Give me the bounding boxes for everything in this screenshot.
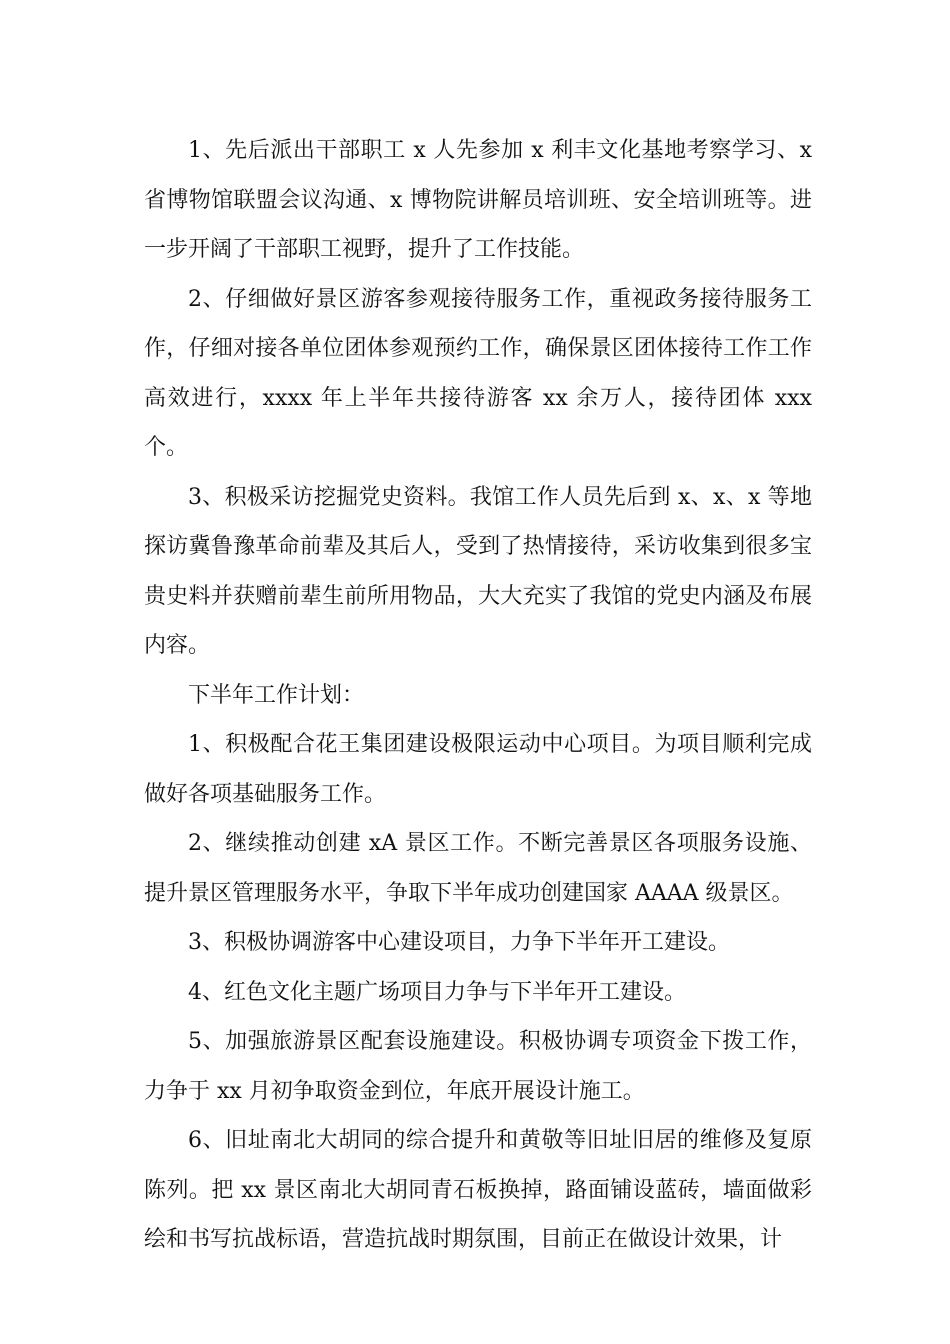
plan-item-2: 2、继续推动创建 xA 景区工作。不断完善景区各项服务设施、提升景区管理服务水平，争取下半年成功创建国家 AAAA 级景区。 xyxy=(144,831,812,906)
plan-item-5: 5、加强旅游景区配套设施建设。积极协调专项资金下拨工作，力争于 xx 月初争取资金到位，年底开展设计施工。 xyxy=(144,1029,812,1104)
section-heading-plan: 下半年工作计划： xyxy=(188,682,365,708)
paragraph-item-2: 2、仔细做好景区游客参观接待服务工作，重视政务接待服务工作，仔细对接各单位团体参观预约工作，确保景区团体接待工作工作高效进行，xxxx 年上半年共接待游客 xx 余万人，接待团体 xxx 个。 xyxy=(144,286,812,460)
paragraph-item-3: 3、积极采访挖掘党史资料。我馆工作人员先后到 x、x、x 等地探访冀鲁豫革命前辈及其后人，受到了热情接待，采访收集到很多宝贵史料并获赠前辈生前所用物品，大大充实了我馆的党史内涵及布展内容。 xyxy=(144,484,812,658)
plan-item-3: 3、积极协调游客中心建设项目，力争下半年开工建设。 xyxy=(188,930,730,955)
paragraph-item-1: 1、先后派出干部职工 x 人先参加 x 利丰文化基地考察学习、x 省博物馆联盟会议沟通、x 博物院讲解员培训班、安全培训班等。进一步开阔了干部职工视野，提升了工作技能。 xyxy=(144,138,812,262)
plan-item-6: 6、旧址南北大胡同的综合提升和黄敬等旧址旧居的维修及复原陈列。把 xx 景区南北大胡同青石板换掉，路面铺设蓝砖，墙面做彩绘和书写抗战标语，营造抗战时期氛围，目前正在做设计效果，计 xyxy=(144,1128,812,1252)
document-body xyxy=(144,126,812,1265)
plan-item-4: 4、红色文化主题广场项目力争与下半年开工建设。 xyxy=(188,979,686,1005)
plan-item-1: 1、积极配合花王集团建设极限运动中心项目。为项目顺利完成做好各项基础服务工作。 xyxy=(144,732,812,807)
